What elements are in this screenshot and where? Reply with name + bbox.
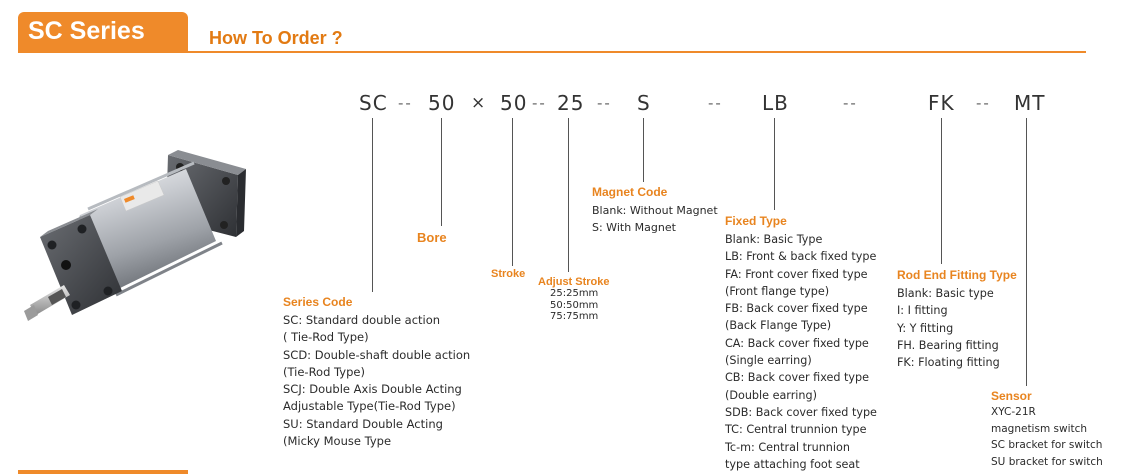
rod-end-title: Rod End Fitting Type bbox=[897, 268, 1017, 282]
list-item: Tc-m: Central trunnion bbox=[725, 440, 850, 454]
leader-fixed-type bbox=[774, 118, 775, 210]
leader-magnet-code bbox=[643, 118, 644, 182]
sensor-list bbox=[991, 404, 1103, 470]
code-magnet: S bbox=[637, 91, 651, 115]
series-tab bbox=[18, 12, 188, 52]
magnet-code-title: Magnet Code bbox=[592, 185, 668, 199]
code-bore: 50 bbox=[428, 91, 456, 115]
list-item: XYC-21R bbox=[991, 406, 1036, 418]
code-series: SC bbox=[359, 91, 388, 115]
code-separator: -- bbox=[843, 94, 858, 112]
list-item: SCJ: Double Axis Double Acting bbox=[283, 382, 462, 397]
list-item: magnetism switch bbox=[991, 422, 1088, 435]
code-rod-end: FK bbox=[928, 91, 955, 115]
code-separator: -- bbox=[976, 94, 991, 112]
leader-sensor bbox=[1026, 118, 1027, 386]
list-item: SU: Standard Double Acting bbox=[283, 416, 443, 431]
list-item: SC: Standard double action bbox=[283, 313, 441, 327]
code-sensor: MT bbox=[1014, 91, 1046, 115]
list-item: SC bracket for switch bbox=[991, 439, 1103, 451]
list-item: Adjustable Type(Tie-Rod Type) bbox=[283, 399, 456, 414]
code-times: × bbox=[471, 93, 487, 113]
list-item: 75:75mm bbox=[550, 311, 599, 322]
list-item: Blank: Basic type bbox=[897, 287, 994, 300]
section-accent-bar bbox=[18, 470, 188, 474]
list-item: ( Tie-Rod Type) bbox=[283, 330, 369, 345]
sensor-title: Sensor bbox=[991, 389, 1032, 403]
adjust-stroke-list bbox=[550, 288, 598, 323]
leader-rod-end bbox=[941, 118, 942, 264]
list-item: FA: Front cover fixed type bbox=[725, 267, 868, 281]
list-item: 50:50mm bbox=[550, 299, 599, 311]
list-item: SDB: Back cover fixed type bbox=[725, 405, 877, 419]
list-item: FK: Floating fitting bbox=[897, 356, 1000, 370]
series-tab-label: SC Series bbox=[28, 17, 145, 45]
list-item: 25:25mm bbox=[550, 288, 599, 299]
list-item: (Tie-Rod Type) bbox=[283, 364, 365, 379]
bore-title: Bore bbox=[417, 230, 447, 245]
list-item: I: I fitting bbox=[897, 304, 948, 318]
leader-bore bbox=[441, 118, 442, 226]
code-separator: -- bbox=[532, 94, 547, 112]
list-item: (Double earring) bbox=[725, 388, 817, 402]
series-code-title: Series Code bbox=[283, 295, 353, 309]
stroke-title: Stroke bbox=[491, 268, 526, 280]
leader-stroke bbox=[512, 118, 513, 266]
series-code-list bbox=[283, 312, 470, 450]
list-item: Blank: Without Magnet bbox=[592, 204, 718, 217]
rod-end-list bbox=[897, 285, 1000, 371]
how-to-order-title: How To Order ? bbox=[209, 28, 343, 48]
list-item: SU bracket for switch bbox=[991, 455, 1103, 468]
code-separator: -- bbox=[398, 94, 413, 112]
list-item: CA: Back cover fixed type bbox=[725, 336, 869, 350]
adjust-stroke-title: Adjust Stroke bbox=[538, 276, 610, 288]
leader-series-code bbox=[372, 118, 373, 292]
magnet-code-list bbox=[592, 202, 718, 237]
header-divider bbox=[18, 51, 1086, 53]
fixed-type-title: Fixed Type bbox=[725, 214, 787, 228]
pneumatic-cylinder-image bbox=[18, 145, 248, 340]
list-item: FB: Back cover fixed type bbox=[725, 302, 868, 316]
leader-adjust-stroke bbox=[568, 118, 569, 272]
list-item: type attaching foot seat bbox=[725, 457, 860, 471]
code-separator: -- bbox=[597, 94, 612, 112]
list-item: LB: Front & back fixed type bbox=[725, 250, 877, 264]
list-item: S: With Magnet bbox=[592, 221, 676, 235]
code-stroke: 50 bbox=[500, 91, 528, 115]
list-item: (Micky Mouse Type bbox=[283, 434, 392, 449]
code-adjust-stroke: 25 bbox=[557, 91, 585, 115]
list-item: (Single earring) bbox=[725, 354, 812, 368]
list-item: TC: Central trunnion type bbox=[725, 423, 867, 437]
list-item: FH. Bearing fitting bbox=[897, 338, 999, 352]
fixed-type-list bbox=[725, 231, 877, 473]
list-item: (Back Flange Type) bbox=[725, 319, 832, 333]
code-fixed-type: LB bbox=[762, 91, 789, 115]
list-item: (Front flange type) bbox=[725, 284, 830, 298]
list-item: CB: Back cover fixed type bbox=[725, 371, 870, 385]
code-separator: -- bbox=[708, 94, 723, 112]
list-item: Blank: Basic Type bbox=[725, 233, 823, 246]
list-item: Y: Y fitting bbox=[897, 321, 954, 335]
list-item: SCD: Double-shaft double action bbox=[283, 347, 471, 362]
